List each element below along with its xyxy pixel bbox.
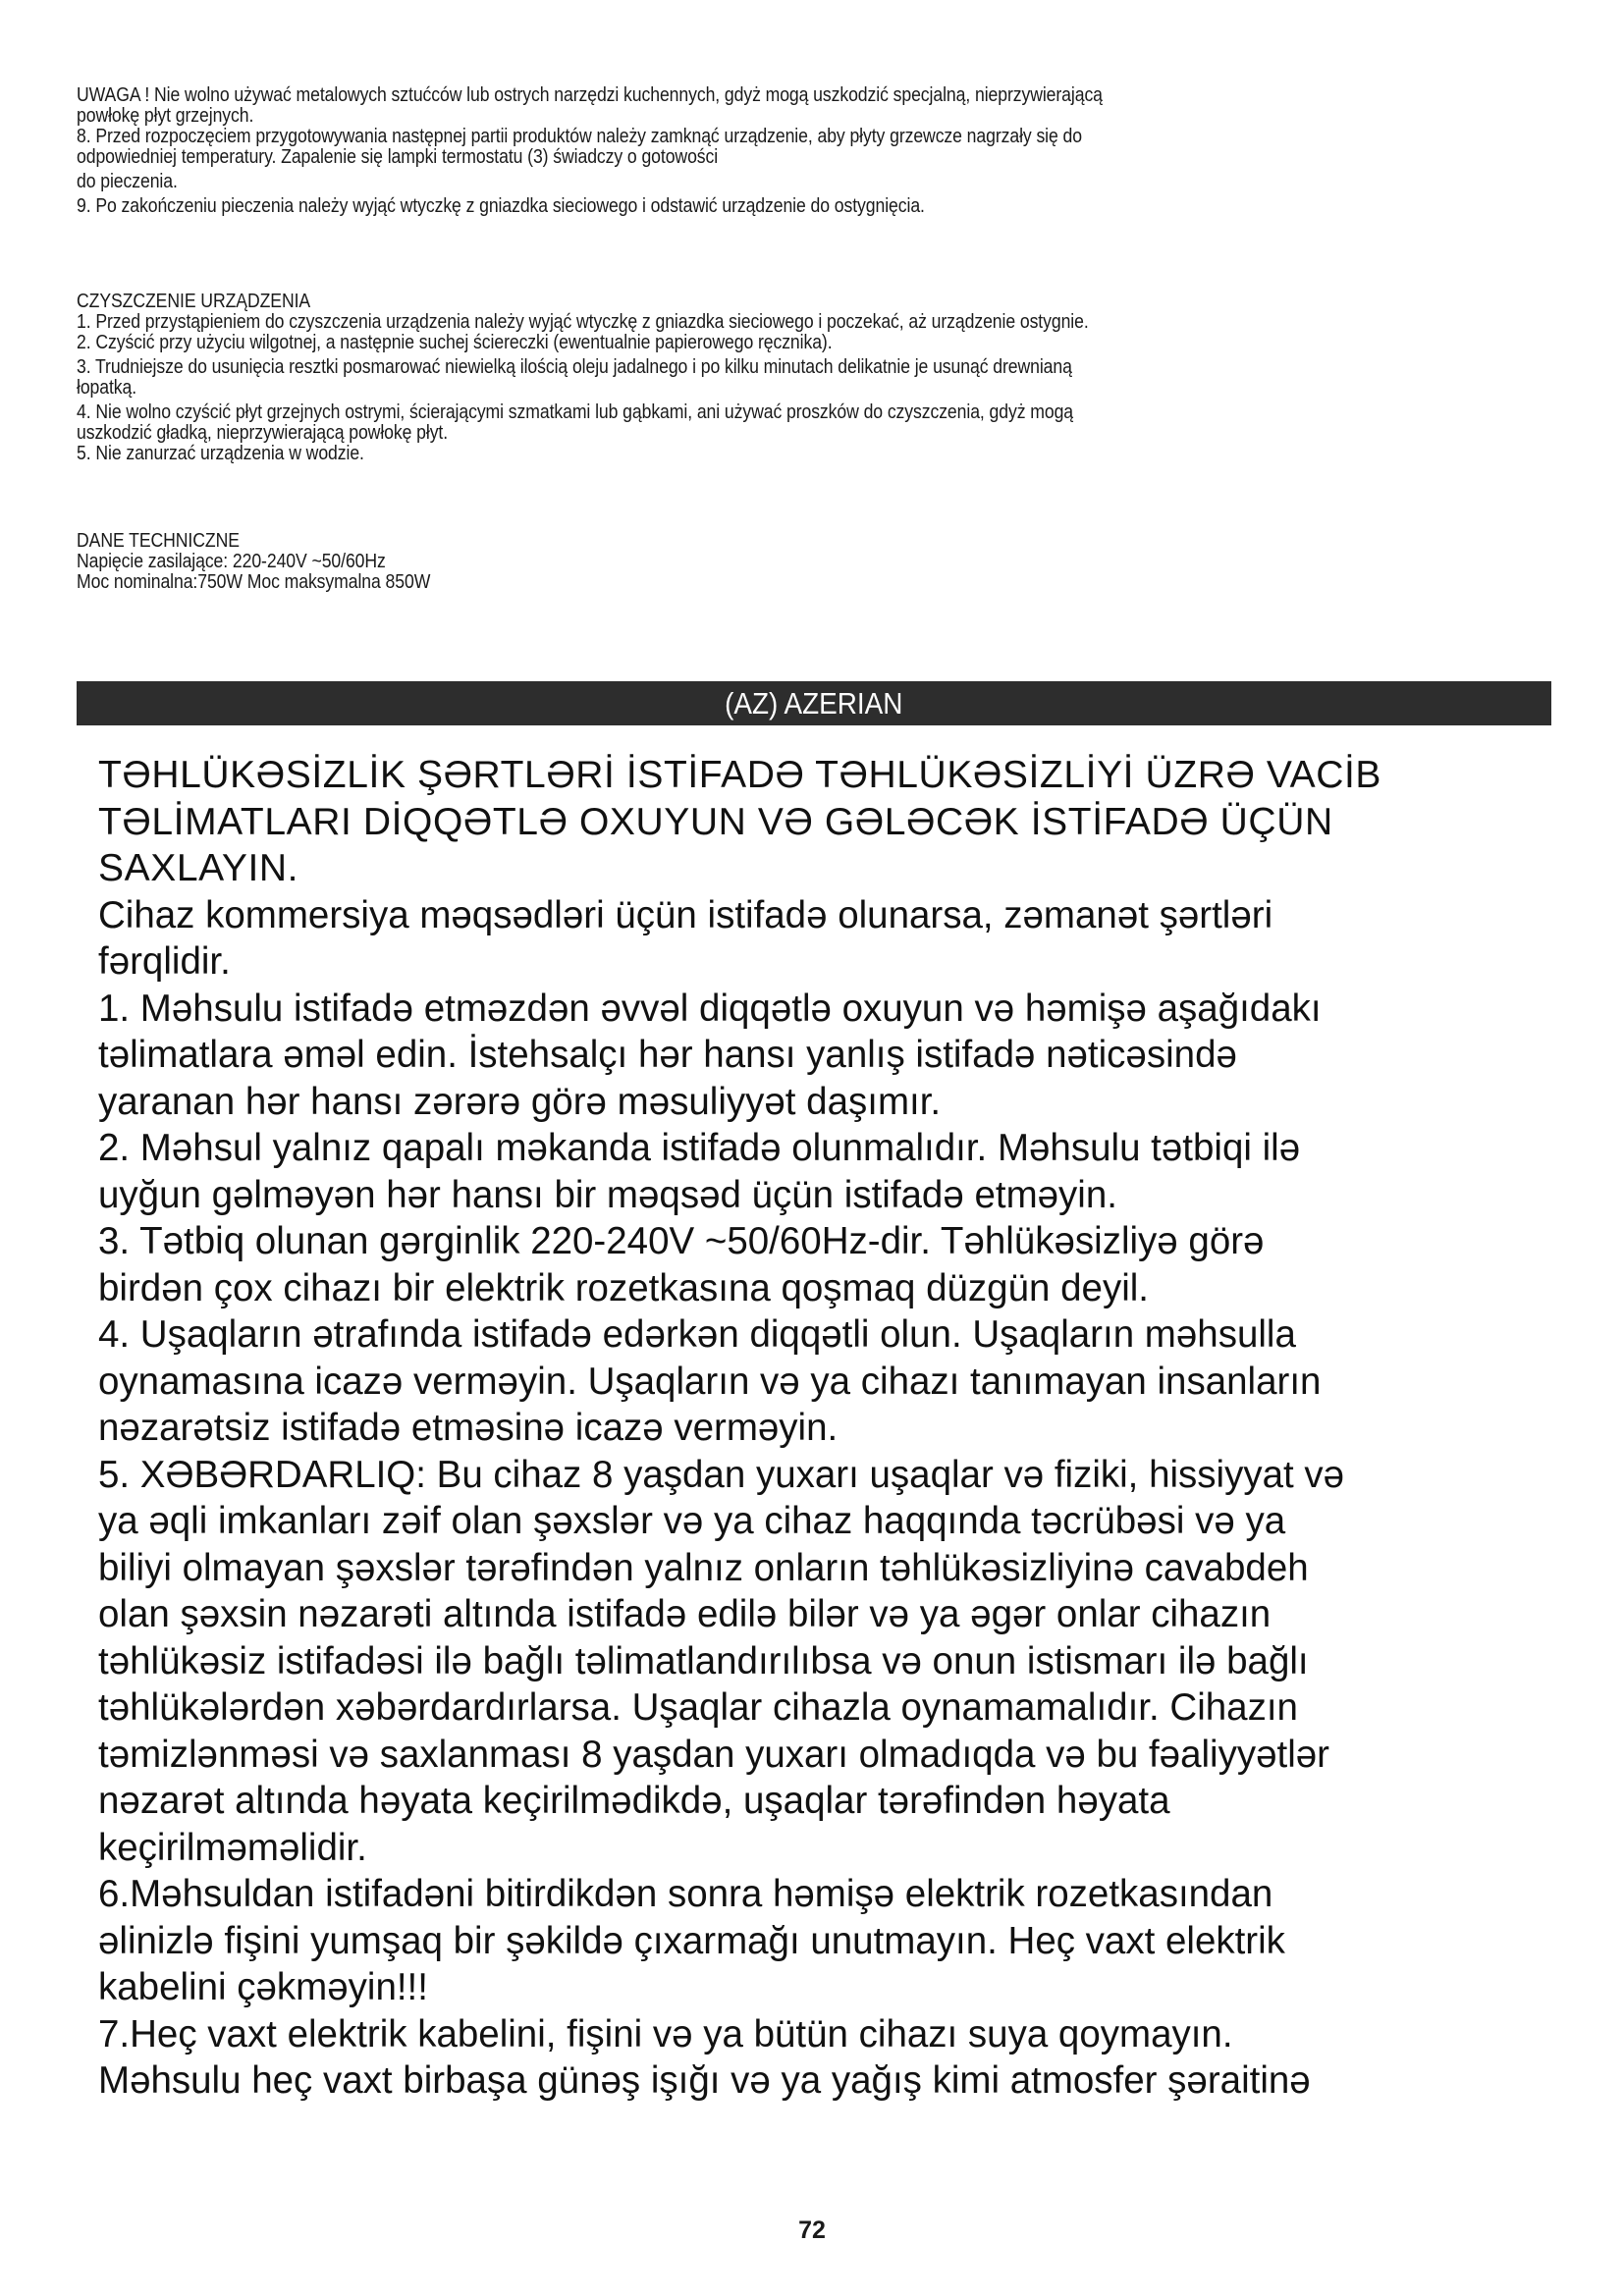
text-line: nəzarət altında həyata keçirilmədikdə, uşaqlar tərəfindən həyata — [98, 1780, 1170, 1822]
text-line: təlimatlara əməl edin. İstehsalçı hər hansı yanlış istifadə nəticəsində — [98, 1034, 1237, 1076]
text-line: Məhsulu heç vaxt birbaşa günəş işığı və ya yağış kimi atmosfer şəraitinə — [98, 2059, 1311, 2102]
section-title: DANE TECHNICZNE — [77, 529, 240, 552]
text-line: 4. Uşaqların ətrafında istifadə edərkən diqqətli olun. Uşaqların məhsulla — [98, 1313, 1296, 1356]
text-line: 1. Məhsulu istifadə etməzdən əvvəl diqqətlə oxuyun və həmişə aşağıdakı — [98, 987, 1322, 1030]
text-line: 2. Məhsul yalnız qapalı məkanda istifadə olunmalıdır. Məhsulu tətbiqi ilə — [98, 1127, 1301, 1169]
text-line: uszkodzić gładką, nieprzywierającą powłokę płyt. — [77, 421, 449, 444]
text-line: yaranan hər hansı zərərə görə məsuliyyət daşımır. — [98, 1080, 942, 1123]
safety-heading-line: SAXLAYIN. — [98, 847, 299, 889]
text-line: təhlükələrdən xəbərdardırlarsa. Uşaqlar cihazla oynamamalıdır. Cihazın — [98, 1686, 1298, 1729]
text-line: 9. Po zakończeniu pieczenia należy wyjąć wtyczkę z gniazdka sieciowego i odstawić urządzenie do ostygnięcia. — [77, 194, 925, 217]
text-line: odpowiedniej temperatury. Zapalenie się lampki termostatu (3) świadczy o gotowości — [77, 145, 719, 168]
text-line: do pieczenia. — [77, 170, 178, 192]
text-line: keçirilməməlidir. — [98, 1826, 367, 1869]
language-section-header — [77, 681, 1551, 725]
text-line: biliyi olmayan şəxslər tərəfindən yalnız onların təhlükəsizliyinə cavabdeh — [98, 1546, 1309, 1589]
text-line: 3. Trudniejsze do usunięcia resztki posmarować niewielką ilością oleju jadalnego i po kilku minutach delikatnie je usunąć drewnianą — [77, 355, 1072, 378]
text-line: oynamasına icazə verməyin. Uşaqların və ya cihazı tanımayan insanların — [98, 1360, 1322, 1403]
text-line: 5. Nie zanurzać urządzenia w wodzie. — [77, 442, 364, 464]
polish-tech-section — [77, 530, 1550, 592]
section-title: CZYSZCZENIE URZĄDZENIA — [77, 290, 311, 312]
azerbaijani-section — [98, 752, 1551, 2105]
text-line: 5. XƏBƏRDARLIQ: Bu cihaz 8 yaşdan yuxarı uşaqlar və fiziki, hissiyyat və — [98, 1453, 1345, 1496]
polish-cleaning-section — [77, 291, 1550, 463]
text-line: təmizlənməsi və saxlanması 8 yaşdan yuxarı olmadıqda və bu fəaliyyətlər — [98, 1733, 1329, 1776]
text-line: fərqlidir. — [98, 940, 231, 983]
safety-heading-line: TƏHLÜKƏSİZLİK ŞƏRTLƏRİ İSTİFADƏ TƏHLÜKƏSİZLİYİ ÜZRƏ VACİB — [98, 754, 1382, 796]
text-line: 2. Czyścić przy użyciu wilgotnej, a następnie suchej ściereczki (ewentualnie papierowego ręcznika). — [77, 331, 833, 353]
text-line: kabelini çəkməyin!!! — [98, 1966, 428, 2008]
text-line: UWAGA ! Nie wolno używać metalowych sztućców lub ostrych narzędzi kuchennych, gdyż mogą uszkodzić specjalną, nieprzywierającą — [77, 83, 1103, 106]
text-line: 1. Przed przystąpieniem do czyszczenia urządzenia należy wyjąć wtyczkę z gniazdka sieciowego i poczekać, aż urządzenie ostygnie. — [77, 310, 1089, 333]
text-line: powłokę płyt grzejnych. — [77, 104, 254, 127]
text-line: łopatką. — [77, 376, 137, 399]
text-line: uyğun gəlməyən hər hansı bir məqsəd üçün istifadə etməyin. — [98, 1173, 1117, 1216]
text-line: ya əqli imkanları zəif olan şəxslər və ya cihaz haqqında təcrübəsi və ya — [98, 1500, 1286, 1542]
text-line: təhlükəsiz istifadəsi ilə bağlı təlimatlandırılıbsa və onun istismarı ilə bağlı — [98, 1639, 1309, 1682]
text-line: Napięcie zasilające: 220-240V ~50/60Hz — [77, 550, 386, 572]
text-line: 7.Heç vaxt elektrik kabelini, fişini və ya bütün cihazı suya qoymayın. — [98, 2012, 1233, 2056]
text-line: Cihaz kommersiya məqsədləri üçün istifadə olunarsa, zəmanət şərtləri — [98, 893, 1273, 936]
text-line: birdən çox cihazı bir elektrik rozetkasına qoşmaq düzgün deyil. — [98, 1266, 1149, 1309]
text-line: əlinizlə fişini yumşaq bir şəkildə çıxarmağı unutmayın. Heç vaxt elektrik — [98, 1919, 1285, 1962]
safety-heading-line: TƏLİMATLARI DİQQƏTLƏ OXUYUN VƏ GƏLƏCƏK İSTİFADƏ ÜÇÜN — [98, 800, 1333, 843]
page-number: 72 — [798, 2216, 826, 2244]
text-line: nəzarətsiz istifadə etməsinə icazə verməyin. — [98, 1407, 839, 1449]
text-line: 3. Tətbiq olunan gərginlik 220-240V ~50/60Hz-dir. Təhlükəsizliyə görə — [98, 1220, 1265, 1262]
text-line: 8. Przed rozpoczęciem przygotowywania następnej partii produktów należy zamknąć urządzenie, aby płyty grzewcze nagrzały się do — [77, 125, 1082, 147]
text-line: 4. Nie wolno czyścić płyt grzejnych ostrymi, ścierającymi szmatkami lub gąbkami, ani używać proszków do czyszczenia, gdyż mogą — [77, 400, 1074, 423]
text-line: Moc nominalna:750W Moc maksymalna 850W — [77, 570, 431, 593]
language-section-label: (AZ) AZERIAN — [725, 686, 903, 721]
polish-warning-section — [77, 84, 1550, 216]
text-line: olan şəxsin nəzarəti altında istifadə edilə bilər və ya əgər onlar cihazın — [98, 1593, 1272, 1635]
text-line: 6.Məhsuldan istifadəni bitirdikdən sonra həmişə elektrik rozetkasından — [98, 1873, 1273, 1915]
